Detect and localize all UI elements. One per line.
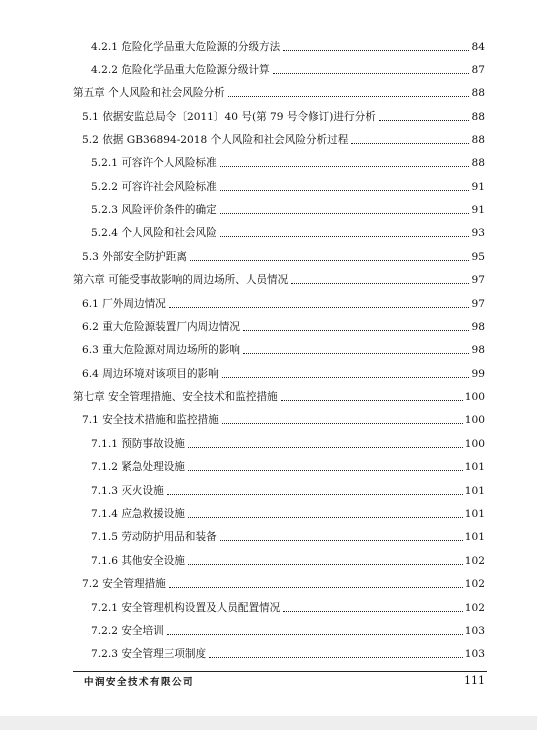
toc-entry[interactable] bbox=[82, 244, 485, 264]
toc-entry[interactable] bbox=[82, 127, 485, 147]
toc-dot-leader bbox=[169, 306, 469, 308]
toc-entry[interactable] bbox=[91, 478, 485, 498]
toc-entry[interactable] bbox=[91, 57, 485, 77]
page-bottom-margin bbox=[0, 716, 537, 730]
toc-entry-title: 5.3 外部安全防护距离 bbox=[82, 251, 187, 263]
toc-entry-title: 5.2.1 可容许个人风险标准 bbox=[91, 157, 217, 169]
toc-dot-leader bbox=[283, 49, 469, 51]
toc-entry-title: 7.2.3 安全管理三项制度 bbox=[91, 648, 207, 660]
toc-entry-page: 101 bbox=[464, 531, 485, 543]
toc-chapter-entry[interactable] bbox=[73, 384, 485, 404]
toc-dot-leader bbox=[167, 633, 463, 635]
toc-entry[interactable] bbox=[91, 197, 485, 217]
toc-entry-title: 6.1 厂外周边情况 bbox=[82, 298, 166, 310]
toc-entry[interactable] bbox=[91, 431, 485, 451]
toc-entry-title: 第七章 安全管理措施、安全技术和监控措施 bbox=[73, 391, 278, 403]
toc-entry[interactable] bbox=[91, 595, 485, 615]
toc-dot-leader bbox=[169, 586, 463, 588]
toc-entry-page: 103 bbox=[464, 648, 485, 660]
toc-dot-leader bbox=[220, 189, 469, 191]
toc-entry-page: 95 bbox=[471, 251, 485, 263]
toc-entry-title: 6.2 重大危险源装置厂内周边情况 bbox=[82, 321, 240, 333]
toc-entry-title: 7.1.1 预防事故设施 bbox=[91, 438, 185, 450]
toc-entry-page: 88 bbox=[471, 157, 485, 169]
toc-entry[interactable] bbox=[91, 174, 485, 194]
toc-entry-page: 97 bbox=[471, 298, 485, 310]
toc-entry-page: 97 bbox=[471, 274, 485, 286]
toc-entry-page: 100 bbox=[464, 391, 485, 403]
toc-entry-page: 84 bbox=[471, 41, 485, 53]
toc-entry-page: 98 bbox=[471, 321, 485, 333]
toc-dot-leader bbox=[283, 610, 463, 612]
toc-entry-title: 7.1.5 劳动防护用品和装备 bbox=[91, 531, 217, 543]
toc-entry[interactable] bbox=[82, 337, 485, 357]
toc-dot-leader bbox=[220, 235, 469, 237]
toc-dot-leader bbox=[220, 539, 463, 541]
toc-entry-page: 103 bbox=[464, 625, 485, 637]
toc-entry-page: 88 bbox=[471, 111, 485, 123]
toc-entry-page: 102 bbox=[464, 555, 485, 567]
toc-dot-leader bbox=[243, 352, 469, 354]
toc-dot-leader bbox=[351, 142, 469, 144]
footer-page-number: 111 bbox=[464, 674, 485, 687]
toc-dot-leader bbox=[167, 493, 463, 495]
toc-entry[interactable] bbox=[91, 454, 485, 474]
toc-dot-leader bbox=[222, 376, 469, 378]
toc-dot-leader bbox=[222, 422, 463, 424]
toc-entry-page: 93 bbox=[471, 227, 485, 239]
toc-entry[interactable] bbox=[82, 314, 485, 334]
toc-entry-page: 102 bbox=[464, 578, 485, 590]
toc-entry[interactable] bbox=[82, 407, 485, 427]
toc-entry-title: 7.2.1 安全管理机构设置及人员配置情况 bbox=[91, 602, 281, 614]
toc-dot-leader bbox=[228, 95, 469, 97]
toc-dot-leader bbox=[188, 469, 463, 471]
toc-entry-title: 5.2.3 风险评价条件的确定 bbox=[91, 204, 217, 216]
toc-entry-title: 第五章 个人风险和社会风险分析 bbox=[73, 87, 225, 99]
toc-entry[interactable] bbox=[91, 641, 485, 661]
toc-entry-page: 101 bbox=[464, 461, 485, 473]
toc-entry-page: 99 bbox=[471, 368, 485, 380]
toc-entry-page: 91 bbox=[471, 181, 485, 193]
toc-entry[interactable] bbox=[91, 501, 485, 521]
toc-dot-leader bbox=[291, 282, 469, 284]
toc-entry-page: 100 bbox=[464, 438, 485, 450]
toc-entry-page: 87 bbox=[471, 64, 485, 76]
footer-company-name: 中润安全技术有限公司 bbox=[84, 677, 195, 688]
toc-entry[interactable] bbox=[91, 548, 485, 568]
toc-dot-leader bbox=[281, 399, 463, 401]
toc-dot-leader bbox=[188, 516, 463, 518]
toc-entry-title: 第六章 可能受事故影响的周边场所、人员情况 bbox=[73, 274, 289, 286]
toc-entry-title: 7.2 安全管理措施 bbox=[82, 578, 166, 590]
toc-entry[interactable] bbox=[82, 361, 485, 381]
toc-dot-leader bbox=[220, 212, 469, 214]
toc-dot-leader bbox=[188, 563, 463, 565]
toc-entry-page: 100 bbox=[464, 414, 485, 426]
toc-entry-title: 7.1.6 其他安全设施 bbox=[91, 555, 185, 567]
toc-entry-page: 102 bbox=[464, 602, 485, 614]
toc-entry-title: 5.2.2 可容许社会风险标准 bbox=[91, 181, 217, 193]
toc-entry[interactable] bbox=[91, 618, 485, 638]
toc-entry-page: 88 bbox=[471, 134, 485, 146]
toc-entry-title: 7.1.4 应急救援设施 bbox=[91, 508, 185, 520]
toc-entry-page: 88 bbox=[471, 87, 485, 99]
toc-entry-title: 5.1 依据安监总局令〔2011〕40 号(第 79 号令修订)进行分析 bbox=[82, 111, 376, 123]
toc-entry-page: 101 bbox=[464, 485, 485, 497]
toc-entry-title: 7.1 安全技术措施和监控措施 bbox=[82, 414, 219, 426]
toc-entry-title: 5.2.4 个人风险和社会风险 bbox=[91, 227, 217, 239]
toc-entry-title: 4.2.2 危险化学品重大危险源分级计算 bbox=[91, 64, 270, 76]
toc-dot-leader bbox=[209, 656, 463, 658]
toc-dot-leader bbox=[190, 259, 469, 261]
toc-dot-leader bbox=[188, 446, 463, 448]
toc-entry-title: 7.2.2 安全培训 bbox=[91, 625, 164, 637]
toc-entry-title: 6.4 周边环境对该项目的影响 bbox=[82, 368, 219, 380]
toc-entry-page: 101 bbox=[464, 508, 485, 520]
toc-entry-page: 91 bbox=[471, 204, 485, 216]
toc-entry[interactable] bbox=[82, 104, 485, 124]
toc-entry-title: 4.2.1 危险化学品重大危险源的分级方法 bbox=[91, 41, 281, 53]
toc-entry-title: 7.1.2 紧急处理设施 bbox=[91, 461, 185, 473]
toc-entry[interactable] bbox=[91, 150, 485, 170]
toc-dot-leader bbox=[379, 119, 469, 121]
toc-entry[interactable] bbox=[82, 571, 485, 591]
toc-entry-title: 5.2 依据 GB36894-2018 个人风险和社会风险分析过程 bbox=[82, 134, 349, 146]
toc-entry-title: 7.1.3 灭火设施 bbox=[91, 485, 164, 497]
toc-chapter-entry[interactable] bbox=[73, 80, 485, 100]
toc-chapter-entry[interactable] bbox=[73, 267, 485, 287]
toc-entry[interactable] bbox=[91, 220, 485, 240]
toc-entry-page: 98 bbox=[471, 344, 485, 356]
toc-dot-leader bbox=[220, 165, 469, 167]
toc-dot-leader bbox=[243, 329, 469, 331]
footer-divider bbox=[73, 671, 487, 672]
toc-entry-title: 6.3 重大危险源对周边场所的影响 bbox=[82, 344, 240, 356]
toc-entry[interactable] bbox=[91, 524, 485, 544]
toc-entry[interactable] bbox=[91, 34, 485, 54]
toc-dot-leader bbox=[273, 72, 469, 74]
toc-entry[interactable] bbox=[82, 291, 485, 311]
